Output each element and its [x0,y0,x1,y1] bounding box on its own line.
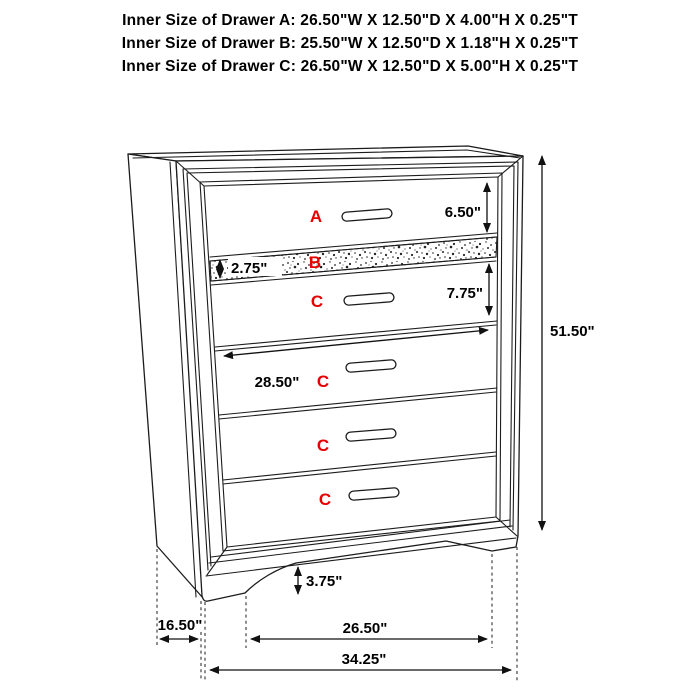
dim-text-foot-height: 3.75" [306,573,343,590]
drawer-label-c4: C [318,490,332,509]
dim-text-drawer-c-height: 7.75" [446,285,483,302]
drawer-label-c3: C [316,436,330,455]
spec-line-drawer-c: Inner Size of Drawer C: 26.50"W X 12.50"D X 5.00"H X 0.25"T [121,58,579,75]
dim-feet-span-width [251,620,487,639]
drawer-label-c2: C [316,372,330,391]
dim-foot-height [298,567,342,594]
dim-overall-width [210,651,511,670]
dim-text-overall-width: 34.25" [341,651,387,668]
dim-overall-height [542,156,595,530]
spec-line-drawer-a: Inner Size of Drawer A: 26.50"W X 12.50"D X 4.00"H X 0.25"T [122,12,578,29]
dim-drawer-b-height [220,257,282,278]
drawer-label-a: A [309,207,323,226]
drawer-label-b: B [308,253,322,272]
dim-text-feet-span-width: 26.50" [342,620,388,637]
drawer-label-c1: C [310,292,324,311]
dim-text-drawer-inner-width: 28.50" [254,374,300,391]
dim-side-depth [158,616,204,639]
dim-text-side-depth: 16.50" [157,617,203,634]
dim-text-drawer-a-height: 6.50" [444,204,481,221]
spec-line-drawer-b: Inner Size of Drawer B: 25.50"W X 12.50"D X 1.18"H X 0.25"T [121,35,579,52]
dim-text-overall-height: 51.50" [550,323,595,340]
chest-front-face [176,156,523,601]
dim-text-drawer-b-height: 2.75" [231,260,268,277]
